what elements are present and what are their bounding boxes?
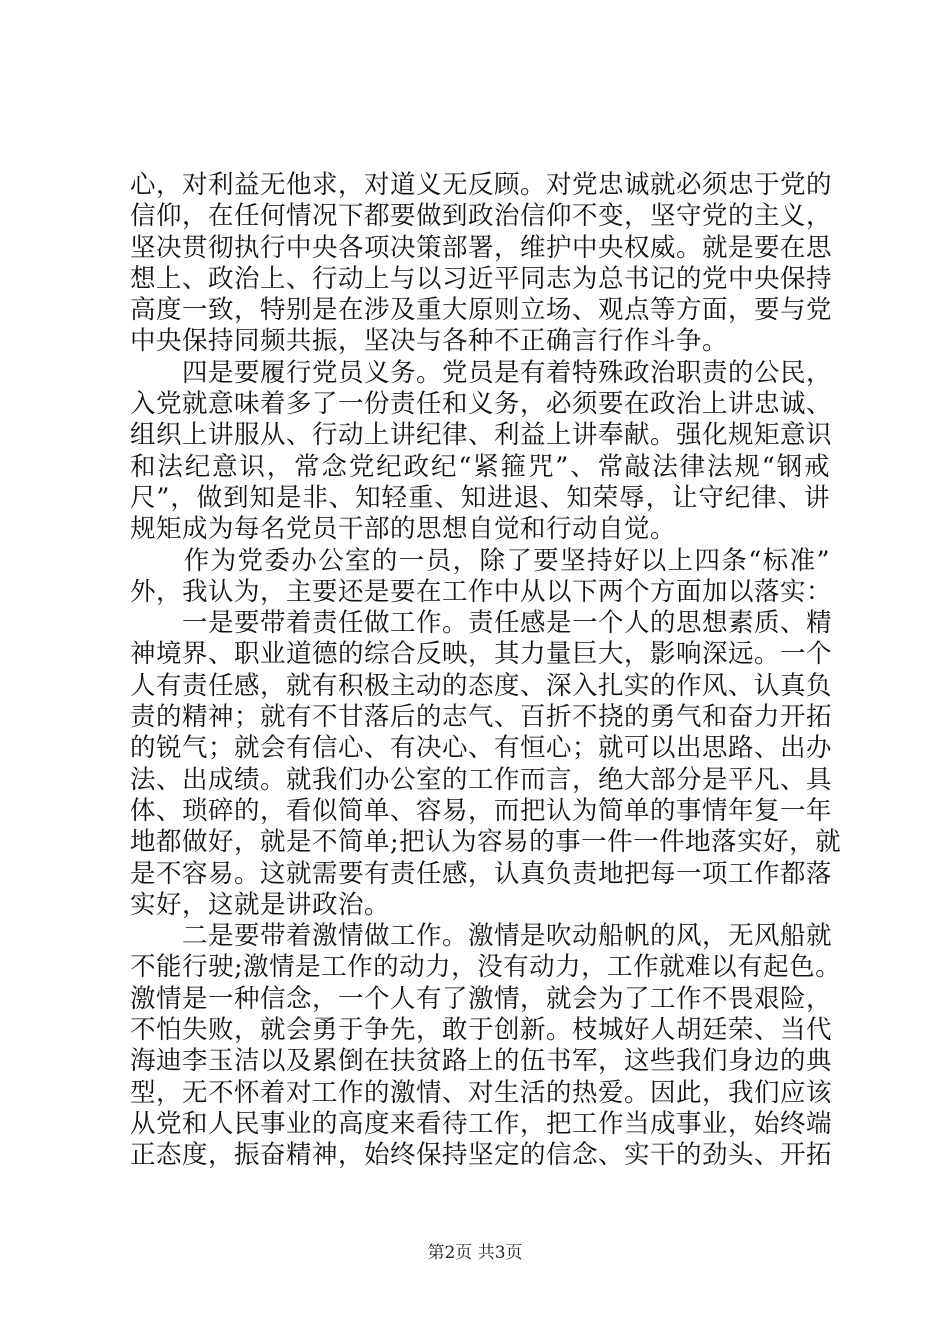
text-line: 的锐气；就会有信心、有决心、有恒心；就可以出思路、出办 — [130, 733, 833, 764]
text-line: 人有责任感，就有积极主动的态度、深入扎实的作风、认真负 — [130, 670, 833, 701]
text-line: 尺”，做到知是非、知轻重、知进退、知荣辱，让守纪律、讲 — [130, 482, 830, 513]
page-number-footer: 第2页 共3页 — [427, 1243, 523, 1263]
text-line: 法、出成绩。就我们办公室的工作而言，绝大部分是平凡、具 — [130, 764, 833, 795]
text-line: 一是要带着责任做工作。责任感是一个人的思想素质、精 — [130, 608, 833, 639]
text-line: 体、琐碎的，看似简单、容易，而把认为简单的事情年复一年 — [130, 795, 833, 826]
text-line: 规矩成为每名党员干部的思想自觉和行动自觉。 — [130, 514, 677, 545]
text-line: 四是要履行党员义务。党员是有着特殊政治职责的公民， — [130, 357, 833, 388]
document-body — [130, 170, 842, 1172]
text-line: 外，我认为，主要还是要在工作中从以下两个方面加以落实： — [130, 576, 833, 607]
text-line: 坚决贯彻执行中央各项决策部署，维护中央权威。就是要在思 — [130, 232, 833, 263]
text-line: 正态度，振奋精神，始终保持坚定的信念、实干的劲头、开拓 — [130, 1140, 833, 1171]
text-line: 神境界、职业道德的综合反映，其力量巨大，影响深远。一个 — [130, 639, 833, 670]
text-line: 二是要带着激情做工作。激情是吹动船帆的风，无风船就 — [130, 921, 833, 952]
text-line: 入党就意味着多了一份责任和义务，必须要在政治上讲忠诚、 — [130, 389, 833, 420]
text-line: 实好，这就是讲政治。 — [130, 889, 391, 920]
text-line: 不怕失败，就会勇于争先，敢于创新。枝城好人胡廷荣、当代 — [130, 1015, 833, 1046]
text-line: 想上、政治上、行动上与以习近平同志为总书记的党中央保持 — [130, 263, 833, 294]
text-line: 海迪李玉洁以及累倒在扶贫路上的伍书军，这些我们身边的典 — [130, 1046, 833, 1077]
text-line: 地都做好，就是不简单;把认为容易的事一件一件地落实好，就 — [130, 827, 842, 858]
text-line: 是不容易。这就需要有责任感，认真负责地把每一项工作都落 — [130, 858, 833, 889]
text-line: 不能行驶;激情是工作的动力，没有动力，工作就难以有起色。 — [130, 952, 842, 983]
text-line: 中央保持同频共振，坚决与各种不正确言行作斗争。 — [130, 326, 729, 357]
text-line: 激情是一种信念，一个人有了激情，就会为了工作不畏艰险， — [130, 983, 833, 1014]
text-line: 型，无不怀着对工作的激情、对生活的热爱。因此，我们应该 — [130, 1077, 833, 1108]
text-line: 信仰，在任何情况下都要做到政治信仰不变，坚守党的主义， — [130, 201, 833, 232]
text-line: 和法纪意识，常念党纪政纪“紧箍咒”、常敲法律法规“钢戒 — [130, 451, 830, 482]
text-line: 高度一致，特别是在涉及重大原则立场、观点等方面，要与党 — [130, 295, 833, 326]
text-line: 从党和人民事业的高度来看待工作，把工作当成事业，始终端 — [130, 1108, 833, 1139]
text-line: 责的精神；就有不甘落后的志气、百折不挠的勇气和奋力开拓 — [130, 702, 833, 733]
text-line: 组织上讲服从、行动上讲纪律、利益上讲奉献。强化规矩意识 — [130, 420, 833, 451]
text-line: 心，对利益无他求，对道义无反顾。对党忠诚就必须忠于党的 — [130, 170, 833, 200]
text-line: 作为党委办公室的一员，除了要坚持好以上四条“标准” — [130, 545, 830, 576]
